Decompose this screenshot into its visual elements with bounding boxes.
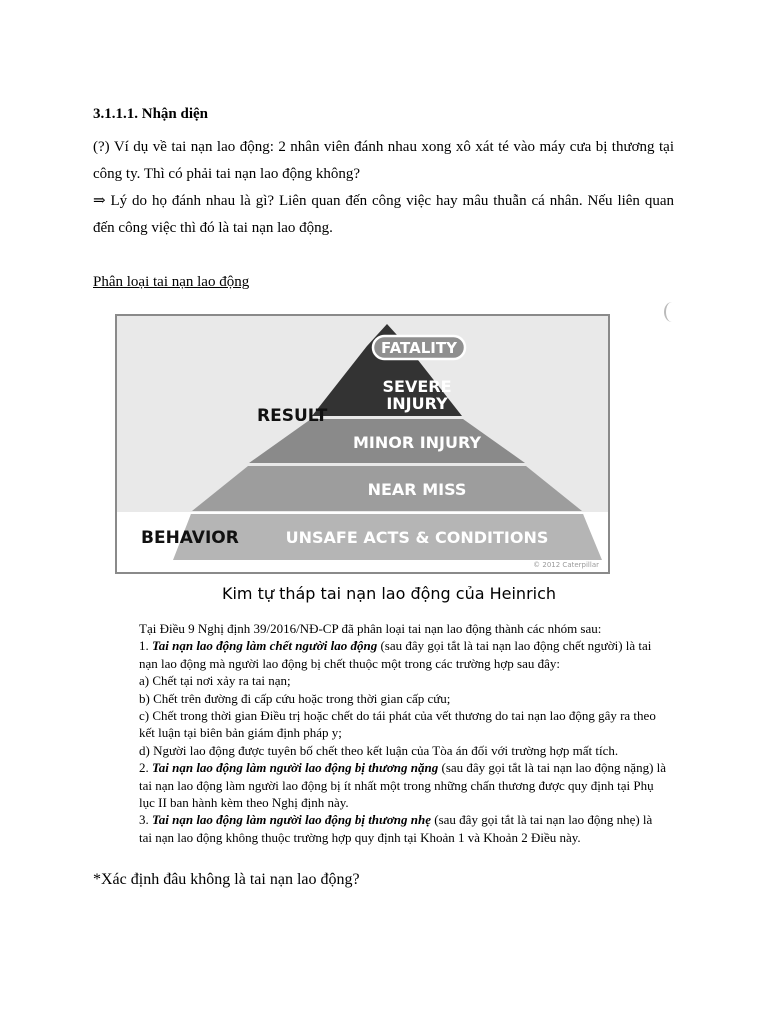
- item-1-title: Tai nạn lao động làm chết người lao động: [152, 638, 378, 654]
- intro-paragraph: [93, 134, 674, 242]
- item-3-body: (sau đây gọi tắt là tai nạn lao động nhẹ) là tai nạn lao động không thuộc trường hợp quy định tại Khoản 1 và Khoản 2 Điều này.: [139, 812, 653, 845]
- legal-point-d: d) Người lao động được tuyên bố chết theo kết luận của Tòa án đối với trường hợp mất tích.: [139, 742, 619, 758]
- minor-injury-label: MINOR INJURY: [352, 433, 482, 452]
- legal-item-2: [139, 759, 667, 811]
- figure-caption: Kim tự tháp tai nạn lao động của Heinrich: [221, 584, 557, 603]
- near-miss-label: NEAR MISS: [367, 480, 467, 499]
- legal-point-c: c) Chết trong thời gian Điều trị hoặc chết do tái phát của vết thương do tai nạn lao động gây ra theo kết luận tại biên bản giám định pháp y;: [139, 708, 656, 741]
- result-label: RESULT: [257, 406, 328, 426]
- item-3-title: Tai nạn lao động làm người lao động bị thương nhẹ: [152, 812, 432, 828]
- copyright-text: © 2012 Caterpillar: [533, 561, 599, 569]
- item-number: 2.: [139, 760, 152, 776]
- behavior-label: BEHAVIOR: [141, 528, 239, 548]
- unsafe-acts-label: UNSAFE ACTS & CONDITIONS: [285, 528, 549, 547]
- pyramid-svg: [117, 316, 608, 572]
- item-1-body: (sau đây gọi tắt là tai nạn lao động chết người) là tai nạn lao động mà người lao động bị chết thuộc một trong các trường hợp sau đây:: [139, 638, 652, 671]
- intro-question: (?) Ví dụ về tai nạn lao động: 2 nhân viên đánh nhau xong xô xát té vào máy cưa bị thương tại công ty. Thì có phải tai nạn lao động không?: [93, 139, 674, 182]
- section-heading: 3.1.1.1. Nhận diện: [93, 106, 209, 122]
- legal-intro: Tại Điều 9 Nghị định 39/2016/NĐ-CP đã phân loại tai nạn lao động thành các nhóm sau:: [139, 621, 602, 636]
- item-2-title: Tai nạn lao động làm người lao động bị thương nặng: [152, 760, 439, 776]
- severe-label: SEVERE: [382, 377, 452, 396]
- classification-subtitle: Phân loại tai nạn lao động: [93, 274, 250, 290]
- injury-label: INJURY: [386, 394, 448, 413]
- legal-item-1: [139, 637, 667, 672]
- item-2-body: (sau đây gọi tắt là tai nạn lao động nặng) là tai nạn lao động làm người lao động bị ít nhất một trong những chấn thương được quy định tại Phụ lục II ban hành kèm theo Nghị định này.: [139, 760, 667, 811]
- legal-point-a: a) Chết tại nơi xảy ra tai nạn;: [139, 673, 291, 689]
- legal-text: [139, 620, 667, 846]
- legal-item-3: [139, 811, 667, 846]
- closing-question: *Xác định đâu không là tai nạn lao động?: [93, 871, 360, 888]
- scroll-mark: [664, 302, 680, 322]
- item-number: 1.: [139, 638, 152, 654]
- item-number: 3.: [139, 812, 152, 828]
- heinrich-pyramid-figure: [115, 314, 610, 574]
- intro-answer: ⇒ Lý do họ đánh nhau là gì? Liên quan đến công việc hay mâu thuẫn cá nhân. Nếu liên quan đến công việc thì đó là tai nạn lao động.: [93, 193, 674, 236]
- legal-point-b: b) Chết trên đường đi cấp cứu hoặc trong thời gian cấp cứu;: [139, 690, 451, 706]
- fatality-label: FATALITY: [381, 339, 457, 357]
